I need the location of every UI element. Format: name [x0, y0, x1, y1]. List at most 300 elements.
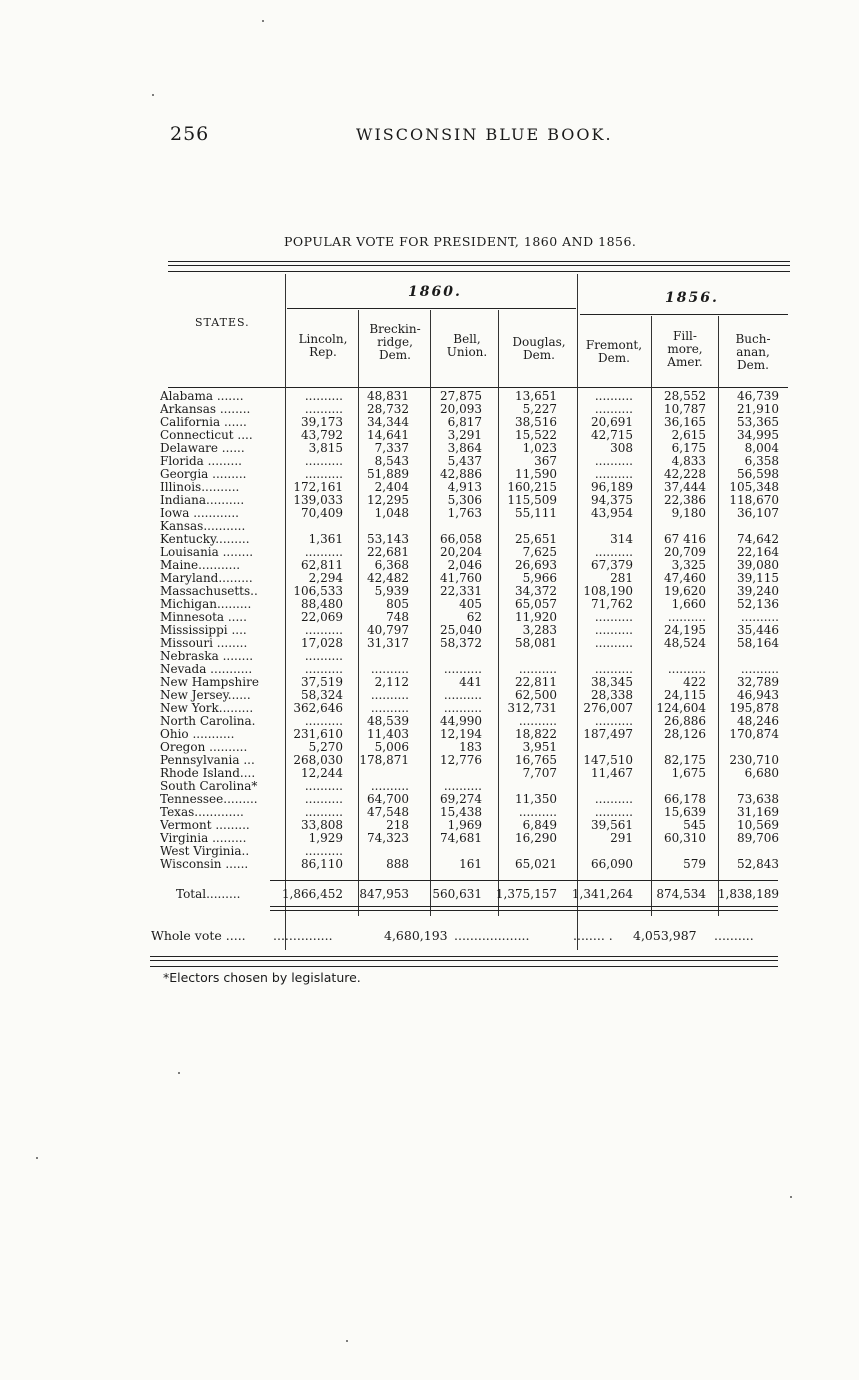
- cell-bell: 20,093: [440, 402, 482, 416]
- cell-douglas: 65,057: [515, 597, 557, 611]
- cell-bell: 5,437: [447, 454, 482, 468]
- state-name: Rhode Island....: [160, 767, 256, 780]
- table-row: [0, 507, 859, 520]
- state-name: South Carolina*: [160, 780, 258, 793]
- state-name: Massachusetts..: [160, 585, 258, 598]
- cell-breckinridge: 11,403: [367, 727, 409, 741]
- cell-fillmore: 22,386: [664, 493, 706, 507]
- cell-fremont: ..........: [594, 545, 633, 559]
- state-name: Georgia .........: [160, 468, 247, 481]
- cell-lincoln: 22,069: [301, 610, 343, 624]
- cell-buchanan: ..........: [740, 662, 779, 676]
- year-1860-header: 1860.: [408, 284, 462, 300]
- cell-fillmore: 20,709: [664, 545, 706, 559]
- cell-lincoln: 43,792: [301, 428, 343, 442]
- scan-speck: [36, 1157, 38, 1159]
- table-row: [0, 494, 859, 507]
- cell-bell: 6,817: [447, 415, 482, 429]
- col-header-fillmore: Fill- more, Amer.: [667, 329, 703, 369]
- state-name: Michigan.........: [160, 598, 252, 611]
- cell-fremont: 66,090: [591, 857, 633, 871]
- state-name: Kansas...........: [160, 520, 246, 533]
- state-name: Connecticut ....: [160, 429, 253, 442]
- cell-buchanan: 170,874: [729, 727, 779, 741]
- cell-fremont: 108,190: [583, 584, 633, 598]
- cell-douglas: 55,111: [515, 506, 557, 520]
- state-name: Minnesota .....: [160, 611, 247, 624]
- cell-lincoln: ..........: [304, 805, 343, 819]
- cell-breckinridge: ..........: [370, 662, 409, 676]
- cell-bell: ..........: [443, 701, 482, 715]
- cell-douglas: 11,590: [515, 467, 557, 481]
- cell-buchanan: 10,569: [737, 818, 779, 832]
- cell-bell: 62: [466, 610, 482, 624]
- state-name: Maine...........: [160, 559, 241, 572]
- cell-bell: 12,776: [440, 753, 482, 767]
- scan-speck: [152, 94, 154, 96]
- state-name: Vermont .........: [160, 819, 250, 832]
- cell-fillmore: 6,175: [671, 441, 706, 455]
- cell-buchanan: 39,240: [737, 584, 779, 598]
- cell-douglas: 5,966: [522, 571, 557, 585]
- cell-breckinridge: ..........: [370, 701, 409, 715]
- cell-douglas: 58,081: [515, 636, 557, 650]
- cell-breckinridge: 40,797: [367, 623, 409, 637]
- col-header-douglas: Douglas, Dem.: [512, 335, 566, 362]
- state-name: Iowa ............: [160, 507, 239, 520]
- cell-breckinridge: 74,323: [367, 831, 409, 845]
- cell-buchanan: 35,446: [737, 623, 779, 637]
- cell-breckinridge: 47,548: [367, 805, 409, 819]
- cell-breckinridge: 22,681: [367, 545, 409, 559]
- cell-lincoln: 106,533: [293, 584, 343, 598]
- footnote: *Electors chosen by legislature.: [163, 970, 361, 985]
- cell-lincoln: ..........: [304, 623, 343, 637]
- running-title: WISCONSIN BLUE BOOK.: [356, 125, 613, 144]
- cell-douglas: 22,811: [515, 675, 557, 689]
- cell-breckinridge: 218: [386, 818, 409, 832]
- state-name: Virginia .........: [160, 832, 247, 845]
- cell-douglas: 3,283: [522, 623, 557, 637]
- cell-lincoln: 5,270: [308, 740, 343, 754]
- cell-bell: 5,306: [447, 493, 482, 507]
- cell-fillmore: 47,460: [664, 571, 706, 585]
- state-name: Maryland.........: [160, 572, 253, 585]
- cell-bell: 15,438: [440, 805, 482, 819]
- cell-breckinridge: 805: [386, 597, 409, 611]
- cell-bell: 2,046: [447, 558, 482, 572]
- cell-fillmore: 37,444: [664, 480, 706, 494]
- cell-fremont: 276,007: [583, 701, 633, 715]
- table-row: [0, 637, 859, 650]
- cell-douglas: 7,707: [522, 766, 557, 780]
- cell-breckinridge: 42,482: [367, 571, 409, 585]
- whole-vote-1860-value: 4,680,193: [384, 928, 448, 943]
- cell-lincoln: 88,480: [301, 597, 343, 611]
- cell-douglas: 38,516: [515, 415, 557, 429]
- cell-lincoln: ..........: [304, 389, 343, 403]
- scan-speck: [790, 1196, 792, 1198]
- cell-lincoln: 231,610: [293, 727, 343, 741]
- table-row: [0, 702, 859, 715]
- cell-fillmore: 82,175: [664, 753, 706, 767]
- cell-lincoln: ..........: [304, 844, 343, 858]
- cell-bell: 3,291: [447, 428, 482, 442]
- table-row: [0, 559, 859, 572]
- cell-douglas: 18,822: [515, 727, 557, 741]
- cell-bell: ..........: [443, 662, 482, 676]
- cell-lincoln: 139,033: [293, 493, 343, 507]
- table-row: [0, 429, 859, 442]
- cell-fremont: ..........: [594, 662, 633, 676]
- cell-buchanan: 22,164: [737, 545, 779, 559]
- cell-fillmore: 36,165: [664, 415, 706, 429]
- cell-lincoln: 1,929: [308, 831, 343, 845]
- cell-lincoln: 362,646: [293, 701, 343, 715]
- cell-douglas: ..........: [518, 662, 557, 676]
- cell-fillmore: 1,675: [671, 766, 706, 780]
- bottom-rule-3: [150, 966, 778, 967]
- state-name: New Hampshire: [160, 676, 259, 689]
- cell-bell: 42,886: [440, 467, 482, 481]
- cell-douglas: 25,651: [515, 532, 557, 546]
- cell-buchanan: 39,080: [737, 558, 779, 572]
- cell-fillmore: 10,787: [664, 402, 706, 416]
- table-row: [0, 845, 859, 858]
- cell-buchanan: 89,706: [737, 831, 779, 845]
- cell-buchanan: 58,164: [737, 636, 779, 650]
- table-row: [0, 858, 859, 871]
- cell-fremont: 314: [610, 532, 633, 546]
- cell-douglas: 15,522: [515, 428, 557, 442]
- cell-douglas: 312,731: [507, 701, 557, 715]
- cell-lincoln: 12,244: [301, 766, 343, 780]
- total-buchanan: 1,838,189: [717, 887, 779, 901]
- total-lincoln: 1,866,452: [281, 887, 343, 901]
- table-row: [0, 455, 859, 468]
- total-fillmore: 874,534: [656, 887, 706, 901]
- cell-fillmore: 579: [683, 857, 706, 871]
- cell-fillmore: 1,660: [671, 597, 706, 611]
- cell-fillmore: 124,604: [656, 701, 706, 715]
- table-row: [0, 663, 859, 676]
- states-column-header: STATES.: [195, 316, 250, 329]
- total-top-rule: [270, 880, 778, 881]
- cell-fremont: 38,345: [591, 675, 633, 689]
- cell-fillmore: ..........: [667, 662, 706, 676]
- table-row: [0, 650, 859, 663]
- total-bottom-rule: [270, 906, 778, 907]
- whole-vote-1860-trail: ...................: [454, 928, 530, 943]
- cell-douglas: 62,500: [515, 688, 557, 702]
- cell-lincoln: 58,324: [301, 688, 343, 702]
- table-row: [0, 832, 859, 845]
- cell-bell: 69,274: [440, 792, 482, 806]
- cell-fillmore: 42,228: [664, 467, 706, 481]
- cell-lincoln: 3,815: [308, 441, 343, 455]
- cell-bell: ..........: [443, 688, 482, 702]
- cell-lincoln: ..........: [304, 545, 343, 559]
- state-name: West Virginia..: [160, 845, 250, 858]
- cell-bell: 41,760: [440, 571, 482, 585]
- cell-douglas: 16,290: [515, 831, 557, 845]
- year-1860-underline: [287, 308, 576, 309]
- whole-vote-label: Whole vote .....: [151, 928, 246, 943]
- cell-lincoln: 62,811: [301, 558, 343, 572]
- cell-fremont: 71,762: [591, 597, 633, 611]
- cell-bell: 66,058: [440, 532, 482, 546]
- cell-lincoln: 17,028: [301, 636, 343, 650]
- whole-vote-1856-value: 4,053,987: [633, 928, 697, 943]
- table-row: [0, 585, 859, 598]
- cell-breckinridge: 178,871: [359, 753, 409, 767]
- table-row: [0, 819, 859, 832]
- whole-vote-1856-trail: ..........: [714, 928, 754, 943]
- state-name: Alabama .......: [160, 390, 244, 403]
- table-row: [0, 676, 859, 689]
- cell-lincoln: ..........: [304, 714, 343, 728]
- cell-breckinridge: 2,112: [374, 675, 409, 689]
- top-rule-3: [168, 271, 790, 272]
- cell-douglas: 11,920: [515, 610, 557, 624]
- cell-fremont: ..........: [594, 805, 633, 819]
- table-row: [0, 767, 859, 780]
- cell-breckinridge: 28,732: [367, 402, 409, 416]
- cell-douglas: 115,509: [507, 493, 557, 507]
- bottom-rule-2: [150, 960, 778, 961]
- cell-breckinridge: 31,317: [367, 636, 409, 650]
- table-row: [0, 520, 859, 533]
- cell-fremont: ..........: [594, 623, 633, 637]
- cell-lincoln: ..........: [304, 779, 343, 793]
- state-name: Nebraska ........: [160, 650, 254, 663]
- cell-buchanan: 53,365: [737, 415, 779, 429]
- cell-buchanan: 56,598: [737, 467, 779, 481]
- table-row: [0, 416, 859, 429]
- cell-fillmore: 545: [683, 818, 706, 832]
- cell-lincoln: ..........: [304, 792, 343, 806]
- table-row: [0, 442, 859, 455]
- cell-breckinridge: 6,368: [374, 558, 409, 572]
- cell-buchanan: 195,878: [729, 701, 779, 715]
- total-bell: 560,631: [432, 887, 482, 901]
- cell-bell: 3,864: [447, 441, 482, 455]
- cell-buchanan: 230,710: [729, 753, 779, 767]
- cell-bell: 183: [459, 740, 482, 754]
- cell-fremont: 147,510: [583, 753, 633, 767]
- cell-douglas: 65,021: [515, 857, 557, 871]
- cell-bell: 20,204: [440, 545, 482, 559]
- cell-lincoln: 172,161: [293, 480, 343, 494]
- cell-fremont: 96,189: [591, 480, 633, 494]
- scan-speck: [262, 20, 264, 22]
- cell-lincoln: 70,409: [301, 506, 343, 520]
- cell-douglas: ..........: [518, 714, 557, 728]
- state-name: Kentucky.........: [160, 533, 250, 546]
- cell-buchanan: 39,115: [737, 571, 779, 585]
- cell-lincoln: ..........: [304, 454, 343, 468]
- cell-douglas: 5,227: [522, 402, 557, 416]
- scan-speck: [346, 1340, 348, 1342]
- cell-fillmore: 48,524: [664, 636, 706, 650]
- cell-douglas: 26,693: [515, 558, 557, 572]
- cell-bell: 161: [459, 857, 482, 871]
- top-rule-2: [168, 265, 790, 266]
- state-name: Delaware ......: [160, 442, 245, 455]
- cell-breckinridge: 12,295: [367, 493, 409, 507]
- cell-breckinridge: 51,889: [367, 467, 409, 481]
- cell-fillmore: ..........: [667, 610, 706, 624]
- cell-buchanan: 46,943: [737, 688, 779, 702]
- cell-breckinridge: 8,543: [374, 454, 409, 468]
- cell-lincoln: ..........: [304, 402, 343, 416]
- cell-fremont: ..........: [594, 467, 633, 481]
- cell-buchanan: ..........: [740, 610, 779, 624]
- state-name: California ......: [160, 416, 247, 429]
- cell-buchanan: 21,910: [737, 402, 779, 416]
- state-name: Texas.............: [160, 806, 244, 819]
- cell-buchanan: 74,642: [737, 532, 779, 546]
- cell-fremont: ..........: [594, 792, 633, 806]
- cell-fremont: 11,467: [591, 766, 633, 780]
- cell-fremont: 291: [610, 831, 633, 845]
- state-name: Mississippi ....: [160, 624, 247, 637]
- state-name: Florida .........: [160, 455, 242, 468]
- cell-breckinridge: 48,831: [367, 389, 409, 403]
- cell-breckinridge: 53,143: [367, 532, 409, 546]
- cell-breckinridge: 5,006: [374, 740, 409, 754]
- bottom-rule: [150, 956, 778, 957]
- cell-bell: 74,681: [440, 831, 482, 845]
- total-label: Total.........: [176, 887, 241, 901]
- cell-buchanan: 36,107: [737, 506, 779, 520]
- cell-lincoln: ..........: [304, 662, 343, 676]
- cell-fillmore: 24,195: [664, 623, 706, 637]
- cell-fremont: 187,497: [583, 727, 633, 741]
- cell-lincoln: 39,173: [301, 415, 343, 429]
- col-header-bell: Bell, Union.: [446, 332, 488, 359]
- cell-fremont: 281: [610, 571, 633, 585]
- cell-douglas: 7,625: [522, 545, 557, 559]
- cell-fillmore: 9,180: [671, 506, 706, 520]
- cell-fillmore: 66,178: [664, 792, 706, 806]
- cell-fremont: ..........: [594, 610, 633, 624]
- header-rule: [168, 387, 788, 388]
- state-name: Indiana..........: [160, 494, 245, 507]
- total-bottom-rule-2: [270, 910, 778, 911]
- table-row: [0, 728, 859, 741]
- total-fremont: 1,341,264: [571, 887, 633, 901]
- page-number: 256: [170, 123, 210, 145]
- cell-buchanan: 73,638: [737, 792, 779, 806]
- cell-lincoln: 33,808: [301, 818, 343, 832]
- table-row: [0, 403, 859, 416]
- cell-fremont: ..........: [594, 389, 633, 403]
- cell-breckinridge: 48,539: [367, 714, 409, 728]
- cell-breckinridge: ..........: [370, 688, 409, 702]
- cell-fremont: 42,715: [591, 428, 633, 442]
- table-row: [0, 754, 859, 767]
- table-row: [0, 390, 859, 403]
- cell-fillmore: 2,615: [671, 428, 706, 442]
- state-name: Oregon ..........: [160, 741, 248, 754]
- cell-douglas: 6,849: [522, 818, 557, 832]
- cell-bell: 22,331: [440, 584, 482, 598]
- state-name: Wisconsin ......: [160, 858, 249, 871]
- cell-fremont: 43,954: [591, 506, 633, 520]
- cell-bell: 4,913: [447, 480, 482, 494]
- cell-lincoln: 1,361: [308, 532, 343, 546]
- cell-fillmore: 28,126: [664, 727, 706, 741]
- cell-buchanan: 118,670: [729, 493, 779, 507]
- cell-douglas: 13,651: [515, 389, 557, 403]
- cell-bell: 441: [459, 675, 482, 689]
- cell-bell: 1,969: [447, 818, 482, 832]
- col-header-breckinridge: Breckin- ridge, Dem.: [369, 322, 421, 362]
- cell-fremont: ..........: [594, 402, 633, 416]
- cell-lincoln: 2,294: [308, 571, 343, 585]
- cell-fillmore: 15,639: [664, 805, 706, 819]
- cell-buchanan: 32,789: [737, 675, 779, 689]
- table-row: [0, 611, 859, 624]
- cell-buchanan: 52,843: [737, 857, 779, 871]
- total-breckinridge: 847,953: [359, 887, 409, 901]
- cell-douglas: 3,951: [522, 740, 557, 754]
- table-row: [0, 598, 859, 611]
- cell-buchanan: 6,680: [744, 766, 779, 780]
- cell-fillmore: 4,833: [671, 454, 706, 468]
- state-name: New York.........: [160, 702, 254, 715]
- year-1856-underline: [580, 314, 788, 315]
- state-name: North Carolina.: [160, 715, 256, 728]
- cell-lincoln: 37,519: [301, 675, 343, 689]
- state-name: Tennessee.........: [160, 793, 258, 806]
- cell-bell: 405: [459, 597, 482, 611]
- cell-fillmore: 3,325: [671, 558, 706, 572]
- cell-douglas: ..........: [518, 805, 557, 819]
- cell-fremont: 67,379: [591, 558, 633, 572]
- cell-douglas: 11,350: [515, 792, 557, 806]
- scan-speck: [178, 1072, 180, 1074]
- cell-breckinridge: 888: [386, 857, 409, 871]
- cell-fremont: 20,691: [591, 415, 633, 429]
- cell-buchanan: 105,348: [729, 480, 779, 494]
- cell-breckinridge: 7,337: [374, 441, 409, 455]
- cell-bell: ..........: [443, 779, 482, 793]
- state-name: Missouri ........: [160, 637, 248, 650]
- cell-fillmore: 26,886: [664, 714, 706, 728]
- cell-fremont: ..........: [594, 636, 633, 650]
- cell-douglas: 367: [534, 454, 557, 468]
- cell-breckinridge: 748: [386, 610, 409, 624]
- cell-fremont: ..........: [594, 454, 633, 468]
- cell-buchanan: 8,004: [744, 441, 779, 455]
- cell-breckinridge: 14,641: [367, 428, 409, 442]
- cell-breckinridge: 2,404: [374, 480, 409, 494]
- state-name: Pennsylvania ...: [160, 754, 255, 767]
- col-header-buchanan: Buch- anan, Dem.: [735, 332, 771, 372]
- table-row: [0, 780, 859, 793]
- cell-bell: 44,990: [440, 714, 482, 728]
- cell-lincoln: 86,110: [301, 857, 343, 871]
- cell-bell: 58,372: [440, 636, 482, 650]
- cell-breckinridge: 1,048: [374, 506, 409, 520]
- whole-vote-1856-lead: ........ .: [573, 928, 613, 943]
- table-row: [0, 546, 859, 559]
- cell-fillmore: 422: [683, 675, 706, 689]
- total-douglas: 1,375,157: [495, 887, 557, 901]
- table-title: POPULAR VOTE FOR PRESIDENT, 1860 AND 1856.: [284, 234, 637, 249]
